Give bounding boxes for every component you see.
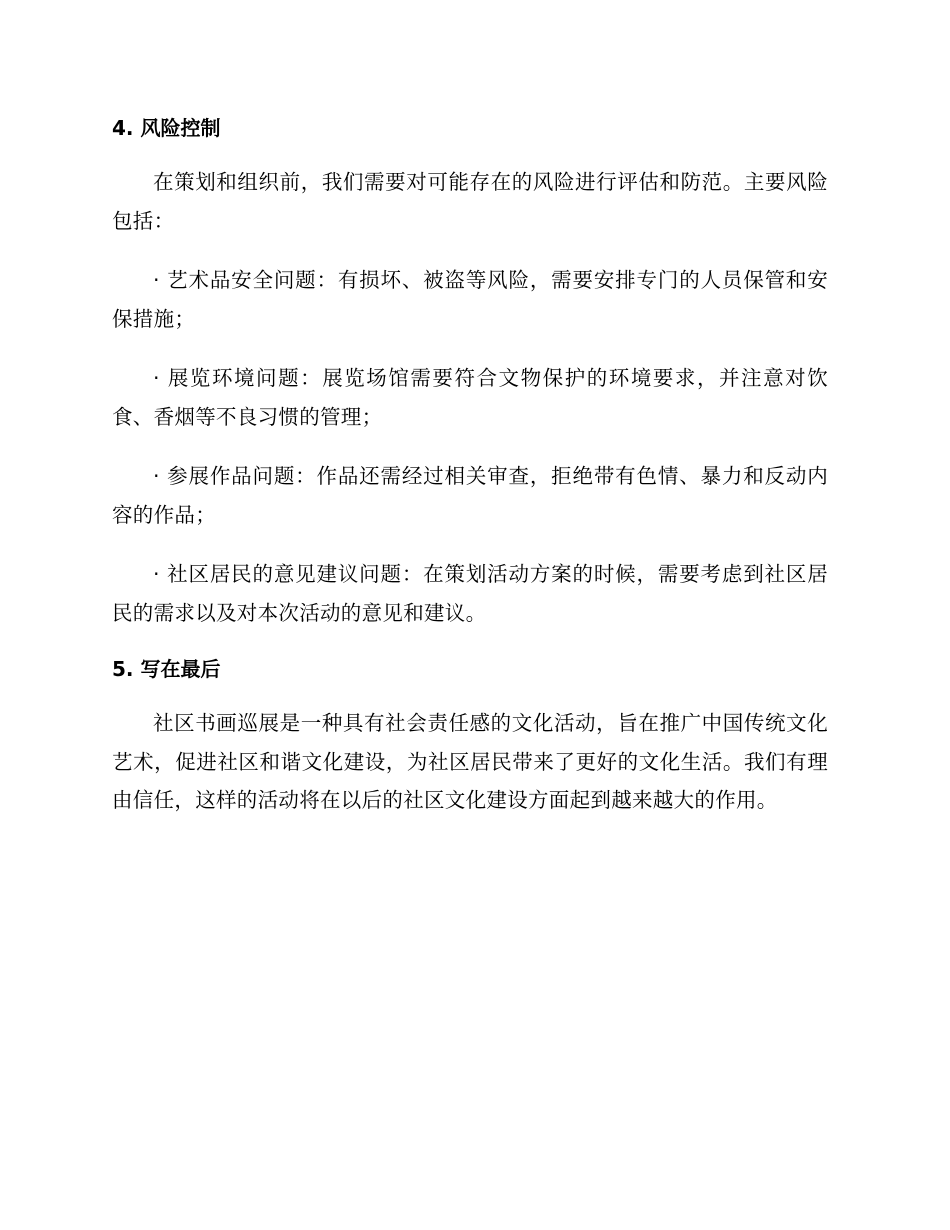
- paragraph-resident-feedback: · 社区居民的意见建议问题：在策划活动方案的时候，需要考虑到社区居民的需求以及对本次活动的意见和建议。: [112, 562, 828, 625]
- paragraph-closing: 社区书画巡展是一种具有社会责任感的文化活动，旨在推广中国传统文化艺术，促进社区和谐文化建设，为社区居民带来了更好的文化生活。我们有理由信任，这样的活动将在以后的社区文化建设方面起到越来越大的作用。: [112, 711, 828, 812]
- paragraph-exhibit-works: · 参展作品问题：作品还需经过相关审查，拒绝带有色情、暴力和反动内容的作品；: [112, 464, 828, 527]
- section-heading-risk-control: 4. 风险控制: [112, 116, 221, 140]
- paragraph-risk-intro: 在策划和组织前，我们需要对可能存在的风险进行评估和防范。主要风险包括：: [112, 170, 828, 233]
- paragraph-exhibition-environment: · 展览环境问题：展览场馆需要符合文物保护的环境要求，并注意对饮食、香烟等不良习惯的管理；: [112, 366, 828, 429]
- section-heading-closing: 5. 写在最后: [112, 657, 221, 681]
- paragraph-artwork-safety: · 艺术品安全问题：有损坏、被盗等风险，需要安排专门的人员保管和安保措施；: [112, 268, 828, 331]
- document-page: [112, 112, 828, 820]
